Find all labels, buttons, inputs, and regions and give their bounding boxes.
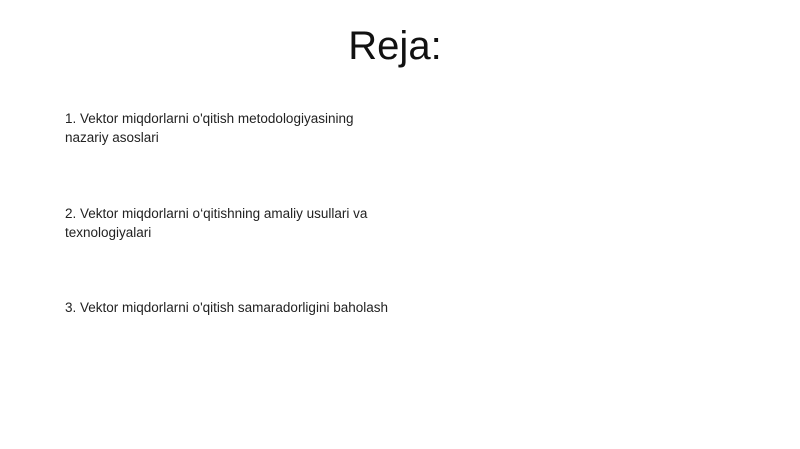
plan-item-2: 2. Vektor miqdorlarni o‘qitishning amaliy usullari va texnologiyalari — [65, 206, 368, 240]
plan-item-1: 1. Vektor miqdorlarni o'qitish metodologiyasining nazariy asoslari — [65, 111, 354, 145]
slide-title: Reja: — [348, 24, 442, 68]
plan-item-3: 3. Vektor miqdorlarni o'qitish samaradorligini baholash — [65, 300, 388, 315]
